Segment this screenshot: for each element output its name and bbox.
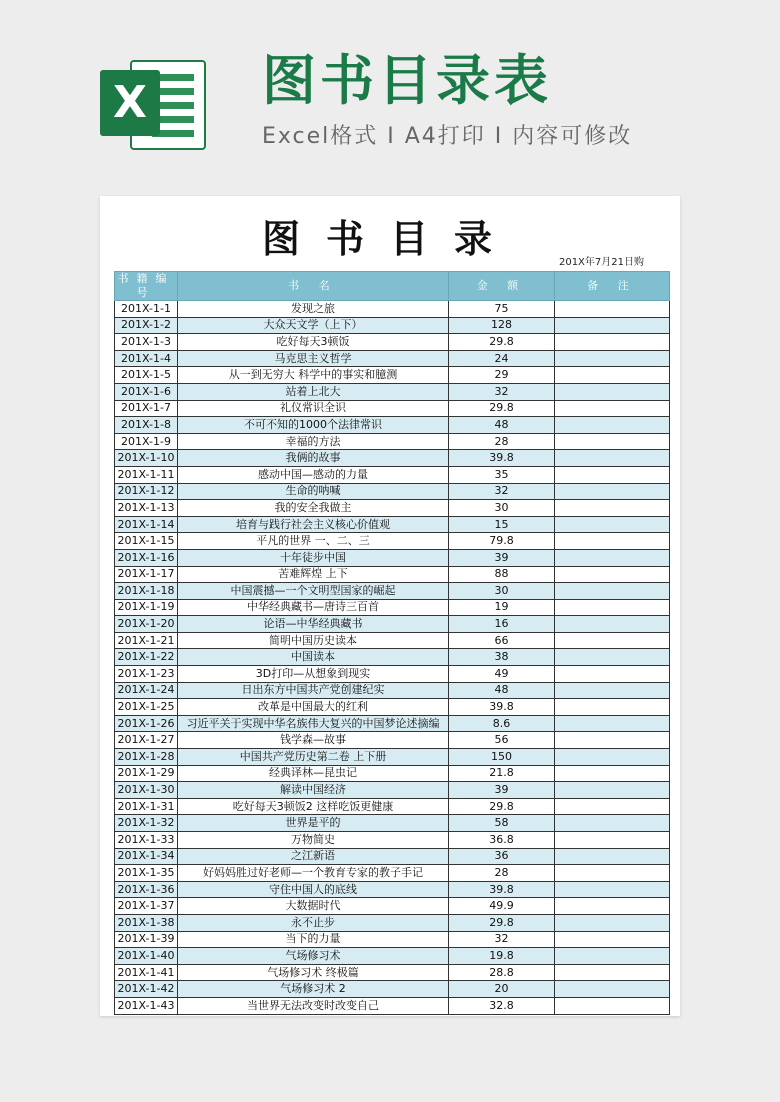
book-code-cell[interactable]: 201X-1-25 — [115, 699, 178, 716]
note-cell[interactable] — [555, 898, 670, 915]
note-cell[interactable] — [555, 549, 670, 566]
table-row — [115, 383, 670, 400]
note-cell[interactable] — [555, 649, 670, 666]
book-name-cell[interactable]: 吃好每天3顿饭 — [178, 334, 449, 351]
table-row — [115, 599, 670, 616]
table-row — [115, 466, 670, 483]
book-code-cell[interactable]: 201X-1-38 — [115, 914, 178, 931]
book-name-cell[interactable]: 气场修习术 2 — [178, 981, 449, 998]
book-code-cell[interactable]: 201X-1-26 — [115, 715, 178, 732]
price-cell[interactable]: 150 — [449, 749, 555, 766]
price-cell[interactable]: 66 — [449, 632, 555, 649]
table-row — [115, 483, 670, 500]
book-name-cell[interactable]: 从一到无穷大 科学中的事实和臆测 — [178, 367, 449, 384]
table-row — [115, 616, 670, 633]
note-cell[interactable] — [555, 533, 670, 550]
note-cell[interactable] — [555, 417, 670, 434]
book-code-cell[interactable]: 201X-1-14 — [115, 516, 178, 533]
book-code-cell[interactable]: 201X-1-9 — [115, 433, 178, 450]
book-code-cell[interactable]: 201X-1-27 — [115, 732, 178, 749]
note-cell[interactable] — [555, 699, 670, 716]
price-cell[interactable]: 29 — [449, 367, 555, 384]
book-code-cell[interactable]: 201X-1-4 — [115, 350, 178, 367]
price-cell[interactable]: 30 — [449, 500, 555, 517]
table-row — [115, 516, 670, 533]
column-header-note[interactable]: 备 注 — [555, 272, 670, 301]
book-name-cell[interactable]: 中国震撼—一个文明型国家的崛起 — [178, 583, 449, 600]
book-code-cell[interactable]: 201X-1-11 — [115, 466, 178, 483]
book-name-cell[interactable]: 不可不知的1000个法律常识 — [178, 417, 449, 434]
price-cell[interactable]: 39 — [449, 549, 555, 566]
book-code-cell[interactable]: 201X-1-29 — [115, 765, 178, 782]
book-name-cell[interactable]: 习近平关于实现中华名族伟大复兴的中国梦论述摘编 — [178, 715, 449, 732]
note-cell[interactable] — [555, 832, 670, 849]
book-code-cell[interactable]: 201X-1-15 — [115, 533, 178, 550]
table-row — [115, 865, 670, 882]
book-code-cell[interactable]: 201X-1-20 — [115, 616, 178, 633]
note-cell[interactable] — [555, 483, 670, 500]
book-name-cell[interactable]: 气场修习术 终极篇 — [178, 964, 449, 981]
price-cell[interactable]: 20 — [449, 981, 555, 998]
book-name-cell[interactable]: 大众天文学（上下） — [178, 317, 449, 334]
column-header-code[interactable]: 书籍编号 — [115, 272, 178, 301]
book-name-cell[interactable]: 生命的呐喊 — [178, 483, 449, 500]
note-cell[interactable] — [555, 450, 670, 467]
note-cell[interactable] — [555, 682, 670, 699]
price-cell[interactable]: 24 — [449, 350, 555, 367]
book-code-cell[interactable]: 201X-1-19 — [115, 599, 178, 616]
price-cell[interactable]: 39.8 — [449, 699, 555, 716]
price-cell[interactable]: 19.8 — [449, 948, 555, 965]
note-cell[interactable] — [555, 931, 670, 948]
book-code-cell[interactable]: 201X-1-43 — [115, 997, 178, 1014]
table-row — [115, 417, 670, 434]
book-name-cell[interactable]: 中华经典藏书—唐诗三百首 — [178, 599, 449, 616]
book-table — [114, 271, 670, 1015]
book-code-cell[interactable]: 201X-1-21 — [115, 632, 178, 649]
book-name-cell[interactable]: 之江新语 — [178, 848, 449, 865]
note-cell[interactable] — [555, 350, 670, 367]
note-cell[interactable] — [555, 865, 670, 882]
book-name-cell[interactable]: 好妈妈胜过好老师—一个教育专家的教子手记 — [178, 865, 449, 882]
price-cell[interactable]: 29.8 — [449, 798, 555, 815]
note-cell[interactable] — [555, 997, 670, 1014]
book-code-cell[interactable]: 201X-1-32 — [115, 815, 178, 832]
book-code-cell[interactable]: 201X-1-5 — [115, 367, 178, 384]
book-name-cell[interactable]: 简明中国历史读本 — [178, 632, 449, 649]
note-cell[interactable] — [555, 749, 670, 766]
note-cell[interactable] — [555, 914, 670, 931]
note-cell[interactable] — [555, 948, 670, 965]
book-code-cell[interactable]: 201X-1-12 — [115, 483, 178, 500]
book-code-cell[interactable]: 201X-1-40 — [115, 948, 178, 965]
logo-letter: X — [100, 70, 160, 136]
book-code-cell[interactable]: 201X-1-7 — [115, 400, 178, 417]
table-row — [115, 334, 670, 351]
book-name-cell[interactable]: 万物简史 — [178, 832, 449, 849]
book-code-cell[interactable]: 201X-1-28 — [115, 749, 178, 766]
banner-title: 图书目录表 — [262, 49, 552, 112]
table-header-row — [115, 272, 670, 301]
price-cell[interactable]: 8.6 — [449, 715, 555, 732]
note-cell[interactable] — [555, 981, 670, 998]
note-cell[interactable] — [555, 798, 670, 815]
book-code-cell[interactable]: 201X-1-33 — [115, 832, 178, 849]
note-cell[interactable] — [555, 466, 670, 483]
purchase-date: 201X年7月21日购 — [558, 257, 644, 268]
table-row — [115, 632, 670, 649]
price-cell[interactable]: 49 — [449, 666, 555, 683]
table-body — [115, 301, 670, 1015]
book-code-cell[interactable]: 201X-1-16 — [115, 549, 178, 566]
book-name-cell[interactable]: 大数据时代 — [178, 898, 449, 915]
price-cell[interactable]: 19 — [449, 599, 555, 616]
book-code-cell[interactable]: 201X-1-23 — [115, 666, 178, 683]
price-cell[interactable]: 58 — [449, 815, 555, 832]
note-cell[interactable] — [555, 732, 670, 749]
table-row — [115, 433, 670, 450]
book-code-cell[interactable]: 201X-1-37 — [115, 898, 178, 915]
note-cell[interactable] — [555, 964, 670, 981]
price-cell[interactable]: 29.8 — [449, 914, 555, 931]
table-row — [115, 931, 670, 948]
note-cell[interactable] — [555, 301, 670, 318]
price-cell[interactable]: 48 — [449, 417, 555, 434]
book-code-cell[interactable]: 201X-1-31 — [115, 798, 178, 815]
book-code-cell[interactable]: 201X-1-42 — [115, 981, 178, 998]
table-row — [115, 997, 670, 1014]
note-cell[interactable] — [555, 765, 670, 782]
book-code-cell[interactable]: 201X-1-13 — [115, 500, 178, 517]
note-cell[interactable] — [555, 715, 670, 732]
book-code-cell[interactable]: 201X-1-35 — [115, 865, 178, 882]
book-code-cell[interactable]: 201X-1-36 — [115, 881, 178, 898]
price-cell[interactable]: 15 — [449, 516, 555, 533]
price-cell[interactable]: 29.8 — [449, 400, 555, 417]
book-name-cell[interactable]: 解读中国经济 — [178, 782, 449, 799]
price-cell[interactable]: 75 — [449, 301, 555, 318]
table-row — [115, 583, 670, 600]
book-code-cell[interactable]: 201X-1-41 — [115, 964, 178, 981]
table-row — [115, 682, 670, 699]
price-cell[interactable]: 79.8 — [449, 533, 555, 550]
price-cell[interactable]: 32 — [449, 483, 555, 500]
price-cell[interactable]: 29.8 — [449, 334, 555, 351]
book-name-cell[interactable]: 3D打印—从想象到现实 — [178, 666, 449, 683]
price-cell[interactable]: 48 — [449, 682, 555, 699]
note-cell[interactable] — [555, 317, 670, 334]
price-cell[interactable]: 28 — [449, 865, 555, 882]
book-code-cell[interactable]: 201X-1-6 — [115, 383, 178, 400]
note-cell[interactable] — [555, 383, 670, 400]
book-code-cell[interactable]: 201X-1-10 — [115, 450, 178, 467]
table-row — [115, 533, 670, 550]
book-code-cell[interactable]: 201X-1-18 — [115, 583, 178, 600]
note-cell[interactable] — [555, 566, 670, 583]
book-code-cell[interactable]: 201X-1-22 — [115, 649, 178, 666]
price-cell[interactable]: 32.8 — [449, 997, 555, 1014]
book-name-cell[interactable]: 培育与践行社会主义核心价值观 — [178, 516, 449, 533]
note-cell[interactable] — [555, 500, 670, 517]
book-name-cell[interactable]: 平凡的世界 一、二、三 — [178, 533, 449, 550]
book-name-cell[interactable]: 我俩的故事 — [178, 450, 449, 467]
table-row — [115, 981, 670, 998]
price-cell[interactable]: 30 — [449, 583, 555, 600]
table-row — [115, 798, 670, 815]
price-cell[interactable]: 88 — [449, 566, 555, 583]
price-cell[interactable]: 21.8 — [449, 765, 555, 782]
price-cell[interactable]: 39 — [449, 782, 555, 799]
price-cell[interactable]: 39.8 — [449, 881, 555, 898]
note-cell[interactable] — [555, 334, 670, 351]
book-code-cell[interactable]: 201X-1-3 — [115, 334, 178, 351]
table-row — [115, 301, 670, 318]
note-cell[interactable] — [555, 400, 670, 417]
book-name-cell[interactable]: 发现之旅 — [178, 301, 449, 318]
table-row — [115, 317, 670, 334]
column-header-name[interactable]: 书 名 — [178, 272, 449, 301]
book-name-cell[interactable]: 幸福的方法 — [178, 433, 449, 450]
note-cell[interactable] — [555, 666, 670, 683]
table-row — [115, 549, 670, 566]
table-row — [115, 815, 670, 832]
table-row — [115, 881, 670, 898]
book-code-cell[interactable]: 201X-1-1 — [115, 301, 178, 318]
excel-logo-icon — [100, 52, 205, 152]
table-row — [115, 732, 670, 749]
book-code-cell[interactable]: 201X-1-2 — [115, 317, 178, 334]
banner — [0, 0, 780, 190]
table-row — [115, 566, 670, 583]
note-cell[interactable] — [555, 616, 670, 633]
table-row — [115, 699, 670, 716]
banner-subtitle: Excel格式 I A4打印 I 内容可修改 — [262, 124, 633, 149]
document-title: 图书目录 — [261, 217, 518, 261]
price-cell[interactable]: 16 — [449, 616, 555, 633]
book-code-cell[interactable]: 201X-1-34 — [115, 848, 178, 865]
table-row — [115, 367, 670, 384]
note-cell[interactable] — [555, 632, 670, 649]
book-name-cell[interactable]: 论语—中华经典藏书 — [178, 616, 449, 633]
table-row — [115, 964, 670, 981]
book-name-cell[interactable]: 中国读本 — [178, 649, 449, 666]
price-cell[interactable]: 28.8 — [449, 964, 555, 981]
table-row — [115, 715, 670, 732]
book-name-cell[interactable]: 马克思主义哲学 — [178, 350, 449, 367]
book-name-cell[interactable]: 气场修习术 — [178, 948, 449, 965]
table-row — [115, 749, 670, 766]
note-cell[interactable] — [555, 782, 670, 799]
book-name-cell[interactable]: 中国共产党历史第二卷 上下册 — [178, 749, 449, 766]
note-cell[interactable] — [555, 516, 670, 533]
book-name-cell[interactable]: 日出东方中国共产党创建纪实 — [178, 682, 449, 699]
book-name-cell[interactable]: 站着上北大 — [178, 383, 449, 400]
book-name-cell[interactable]: 感动中国—感动的力量 — [178, 466, 449, 483]
price-cell[interactable]: 56 — [449, 732, 555, 749]
price-cell[interactable]: 38 — [449, 649, 555, 666]
document-page — [100, 196, 680, 1016]
price-cell[interactable]: 36 — [449, 848, 555, 865]
book-name-cell[interactable]: 守住中国人的底线 — [178, 881, 449, 898]
note-cell[interactable] — [555, 848, 670, 865]
price-cell[interactable]: 128 — [449, 317, 555, 334]
book-code-cell[interactable]: 201X-1-39 — [115, 931, 178, 948]
note-cell[interactable] — [555, 881, 670, 898]
book-name-cell[interactable]: 世界是平的 — [178, 815, 449, 832]
book-name-cell[interactable]: 经典译林—昆虫记 — [178, 765, 449, 782]
price-cell[interactable]: 28 — [449, 433, 555, 450]
book-name-cell[interactable]: 我的安全我做主 — [178, 500, 449, 517]
book-code-cell[interactable]: 201X-1-8 — [115, 417, 178, 434]
table-row — [115, 450, 670, 467]
price-cell[interactable]: 36.8 — [449, 832, 555, 849]
column-header-price[interactable]: 金 额 — [449, 272, 555, 301]
table-row — [115, 782, 670, 799]
price-cell[interactable]: 32 — [449, 931, 555, 948]
book-name-cell[interactable]: 吃好每天3顿饭2 这样吃饭更健康 — [178, 798, 449, 815]
note-cell[interactable] — [555, 583, 670, 600]
table-row — [115, 832, 670, 849]
book-name-cell[interactable]: 永不止步 — [178, 914, 449, 931]
book-name-cell[interactable]: 改革是中国最大的红利 — [178, 699, 449, 716]
table-row — [115, 848, 670, 865]
price-cell[interactable]: 49.9 — [449, 898, 555, 915]
book-code-cell[interactable]: 201X-1-17 — [115, 566, 178, 583]
table-row — [115, 914, 670, 931]
table-row — [115, 500, 670, 517]
book-name-cell[interactable]: 十年徒步中国 — [178, 549, 449, 566]
price-cell[interactable]: 39.8 — [449, 450, 555, 467]
table-row — [115, 350, 670, 367]
table-row — [115, 400, 670, 417]
table-row — [115, 765, 670, 782]
book-name-cell[interactable]: 苦难辉煌 上下 — [178, 566, 449, 583]
price-cell[interactable]: 32 — [449, 383, 555, 400]
book-code-cell[interactable]: 201X-1-24 — [115, 682, 178, 699]
book-name-cell[interactable]: 当世界无法改变时改变自己 — [178, 997, 449, 1014]
note-cell[interactable] — [555, 815, 670, 832]
book-name-cell[interactable]: 礼仪常识全识 — [178, 400, 449, 417]
book-name-cell[interactable]: 钱学森—故事 — [178, 732, 449, 749]
book-code-cell[interactable]: 201X-1-30 — [115, 782, 178, 799]
table-row — [115, 948, 670, 965]
book-name-cell[interactable]: 当下的力量 — [178, 931, 449, 948]
note-cell[interactable] — [555, 599, 670, 616]
table-row — [115, 649, 670, 666]
price-cell[interactable]: 35 — [449, 466, 555, 483]
note-cell[interactable] — [555, 433, 670, 450]
note-cell[interactable] — [555, 367, 670, 384]
table-row — [115, 898, 670, 915]
table-row — [115, 666, 670, 683]
